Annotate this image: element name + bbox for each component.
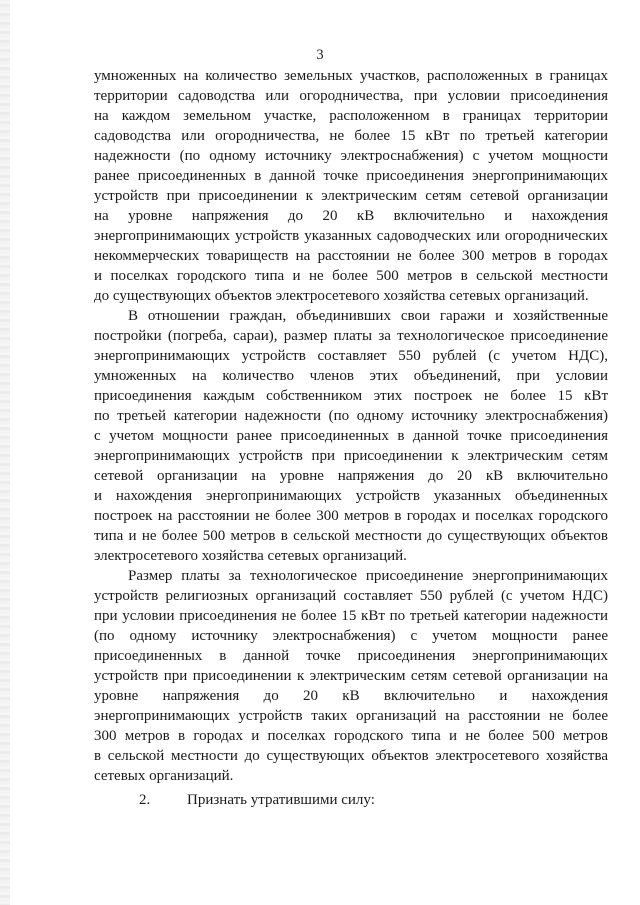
list-item-text: Признать утратившими силу: <box>187 792 375 808</box>
text-line: Размер платы за технологическое присоединение энергопринимающих <box>128 568 608 584</box>
text-line: электросетевого хозяйства сетевых организаций. <box>94 548 407 564</box>
text-line: устройств при присоединении к электрическим сетям сетевой организации на <box>94 668 608 684</box>
text-line: энергопринимающих устройств таких организаций на расстоянии не более <box>94 708 608 724</box>
text-line: на каждом земельном участке, расположенном в границах территории <box>94 108 608 124</box>
text-line: некоммерческих товариществ на расстоянии не более 300 метров в городах <box>94 248 608 264</box>
text-line: территории садоводства или огородничества, при условии присоединения <box>94 88 608 104</box>
paragraph <box>94 566 608 786</box>
text-line: устройств религиозных организаций составляет 550 рублей (с учетом НДС) <box>94 588 608 604</box>
text-line: надежности (по одному источнику электроснабжения) с учетом мощности <box>94 148 608 164</box>
text-line: сетевой организации на уровне напряжения до 20 кВ включительно <box>94 468 608 484</box>
text-line: энергопринимающих устройств при присоединении к электрическим сетям <box>94 448 608 464</box>
text-line: садоводства или огородничества, не более 15 кВт по третьей категории <box>94 128 608 144</box>
text-line: 300 метров в городах и поселках городского типа и не более 500 метров <box>94 728 608 744</box>
document-body <box>94 66 608 811</box>
text-line: постройки (погреба, сараи), размер платы за технологическое присоединение <box>94 328 608 344</box>
text-line: с учетом мощности ранее присоединенных в данной точке присоединения <box>94 428 608 444</box>
list-item-number: 2. <box>139 792 151 808</box>
text-line: на уровне напряжения до 20 кВ включительно и нахождения <box>94 208 608 224</box>
text-line: энергопринимающих устройств составляет 550 рублей (с учетом НДС), <box>94 348 608 364</box>
text-line: присоединения каждым собственником этих построек не более 15 кВт <box>94 388 608 404</box>
text-line: устройств при присоединении к электрическим сетям сетевой организации <box>94 188 608 204</box>
text-line: типа и не более 500 метров в сельской местности до существующих объектов <box>94 528 608 544</box>
text-line: сетевых организаций. <box>94 768 234 784</box>
text-line: В отношении граждан, объединивших свои гаражи и хозяйственные <box>128 308 608 324</box>
text-line: энергопринимающих устройств указанных садоводческих или огороднических <box>94 228 608 244</box>
text-line: построек на расстоянии не более 300 метров в городах и поселках городского <box>94 508 608 524</box>
text-line: умноженных на количество членов этих объединений, при условии <box>94 368 608 384</box>
paragraph <box>94 306 608 566</box>
text-line: и нахождения энергопринимающих устройств указанных объединенных <box>94 488 608 504</box>
list-item <box>94 789 608 811</box>
text-line: умноженных на количество земельных участков, расположенных в границах <box>94 68 608 84</box>
page-number: 3 <box>316 47 324 63</box>
text-line: при условии присоединения не более 15 кВт по третьей категории надежности <box>94 608 608 624</box>
paragraph <box>94 66 608 306</box>
text-line: в сельской местности до существующих объектов электросетевого хозяйства <box>94 748 608 764</box>
text-line: (по одному источнику электроснабжения) с учетом мощности ранее <box>94 628 608 644</box>
text-line: по третьей категории надежности (по одному источнику электроснабжения) <box>94 408 608 424</box>
text-line: и поселках городского типа и не более 500 метров в сельской местности <box>94 268 608 284</box>
scan-edge-artifact <box>0 0 10 905</box>
text-line: присоединенных в данной точке присоединения энергопринимающих <box>94 648 608 664</box>
text-line: до существующих объектов электросетевого хозяйства сетевых организаций. <box>94 288 589 304</box>
text-line: уровне напряжения до 20 кВ включительно и нахождения <box>94 688 608 704</box>
text-line: ранее присоединенных в данной точке присоединения энергопринимающих <box>94 168 608 184</box>
